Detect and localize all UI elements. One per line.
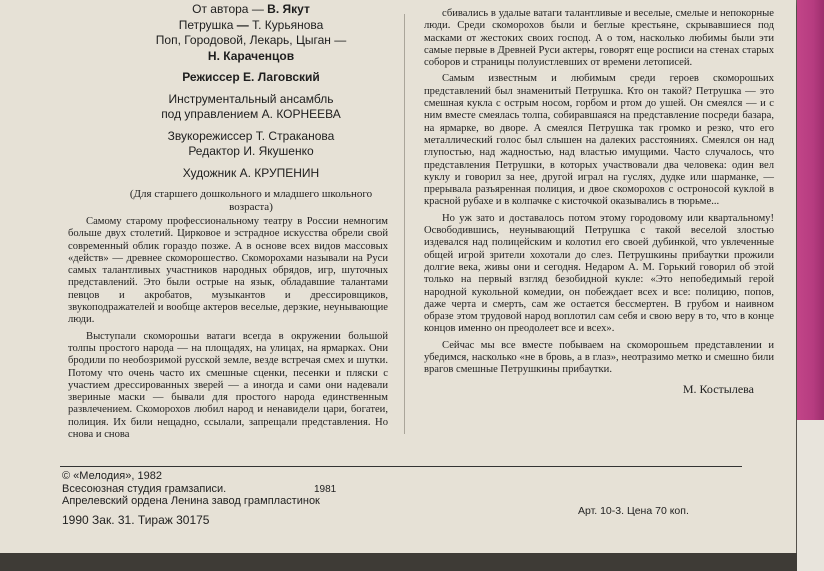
sleeve-edge-pink bbox=[797, 0, 824, 420]
imprint-price: Арт. 10-3. Цена 70 коп. bbox=[578, 505, 689, 517]
imprint-block bbox=[62, 470, 742, 526]
credit-author: От автора — В. Якут bbox=[192, 2, 310, 16]
left-text-column bbox=[68, 216, 388, 441]
credit-ensemble-1: Инструментальный ансамбль bbox=[168, 91, 334, 106]
imprint-order: 1990 Зак. 31. Тираж 30175 bbox=[62, 512, 210, 527]
paragraph: Но уж зато и доставалось потом этому городовому или квартальному! Освободившись, неунывающий Петрушка с такой веселой злостью издевался над полицейским и колотил его своей дубинкой, что увлеченные общей игрой зрители хохотали до слез. Петрушкины прибаутки прожили долгие века, живы они и сегодня. Недаром А. М. Горький говорил об этой только на первый взгляд безобидной кукле: «Это непобедимый герой народной кукольной комедии, он побеждает всех и все: полицию, попов, даже черта и смерть, сам же остается бессмертен. В грубом и наивном образе этом трудовой народ воплотил сам себя и свою веру в то, что в конце концов именно он преодолеет все и всех». bbox=[424, 212, 774, 335]
imprint-studio: Всесоюзная студия грамзаписи. bbox=[62, 482, 227, 495]
credit-petrushka: Петрушка — Т. Курьянова bbox=[178, 17, 324, 32]
credit-sound: Звукорежиссер Т. Страканова bbox=[167, 128, 335, 143]
sleeve-edge-white bbox=[797, 420, 824, 571]
credit-roles-name: Н. Караченцов bbox=[207, 48, 295, 63]
paragraph: Самым известным и любимым среди героев скоморошьих представлений был знаменитый Петрушка. Кто он такой? Петрушка — это смешная кукла с острым носом, горбом и ртом до ушей. Он смеялся — и с ним вместе смеялась толпа, собиравшаяся на представление посреди базара, на ярмарке, во дворе. А смеялся Петрушка так громко и резко, что его металлический голос был слышен на далеких расстояниях. Смеялся он над глупостью, над жадностью, над властью имущими. Часто случалось, что представления Петрушки, в которых участвовали два человека: один вел куклу и говорил за нее, другой играл на гуслях, дудке или шарманке, — прерывала разъяренная полиция, и двое скоморохов с остроносой куклой в красной рубахе и в колпачке с кисточкой оказывались в тюрьме... bbox=[424, 73, 774, 208]
paragraph: сбивались в удалые ватаги талантливые и веселые, смелые и непокорные люди. Среди скоморохов были и беглые крестьяне, скрывавшиеся под масками от жестоких своих господ. А о том, насколько любимы были эти самые первые в Древней Руси актеры, говорят еще росписи на стенах старых соборов и страницы полуистлевших от времени летописей. bbox=[424, 8, 774, 69]
credits-block bbox=[120, 2, 382, 214]
column-divider bbox=[404, 14, 405, 434]
paragraph: Выступали скоморошьи ватаги всегда в окружении большой толпы простого народа — на площадях, на улицах, на ярмарках. Они бродили по необозримой русской земле, везде встречая смех и шутки. Потому что очень часто их смешные сценки, песенки и пляски с участием дрессированных зверей — а иногда и сами они надевали звериные маски — бывали для простого народа единственным развлечением. Скоморохов любил народ и ненавидели цари, богатеи, полиция. Их били нещадно, ссылали, запрещали представления. Но снова и снова bbox=[68, 330, 388, 441]
paragraph: Сейчас мы все вместе побываем на скоморошьем представлении и убедимся, насколько «не в бровь, а в глаз», неотразимо метко и смешно били врагов смешные Петрушкины прибаутки. bbox=[424, 339, 774, 376]
imprint-copyright: © «Мелодия», 1982 bbox=[62, 470, 162, 482]
credit-director: Режиссер Е. Лаговский bbox=[182, 70, 320, 84]
imprint-divider bbox=[60, 466, 742, 467]
credit-artist: Художник А. КРУПЕНИН bbox=[182, 165, 320, 180]
signature: М. Костылева bbox=[682, 381, 754, 396]
right-text-column bbox=[424, 8, 774, 395]
table-background bbox=[0, 553, 797, 571]
credit-roles: Поп, Городовой, Лекарь, Цыган — bbox=[155, 33, 347, 47]
imprint-year: 1981 bbox=[314, 484, 337, 495]
paragraph: Самому старому профессиональному театру в России немногим больше двух столетий. Цирковое и эстрадное искусства обрели свой современный облик гораздо позже. А в основе всех видов массовых «действ» — древнее скоморошество. Скоморохами называли на Руси самых талантливых участников народных обрядов, игр, шуточных представлений. Это были острые на язык, обладавшие талантами певцов и акробатов, музыкантов и дрессировщиков, звукоподражателей и вообще актеров веселые, дерзкие, неунывающие люди. bbox=[68, 216, 388, 326]
age-note: (Для старшего дошкольного и младшего школьного возраста) bbox=[129, 188, 373, 213]
imprint-plant: Апрелевский ордена Ленина завод грампластинок bbox=[62, 495, 320, 507]
credit-ensemble-2: под управлением А. КОРНЕЕВА bbox=[161, 107, 341, 121]
credit-editor: Редактор И. Якушенко bbox=[188, 144, 314, 158]
